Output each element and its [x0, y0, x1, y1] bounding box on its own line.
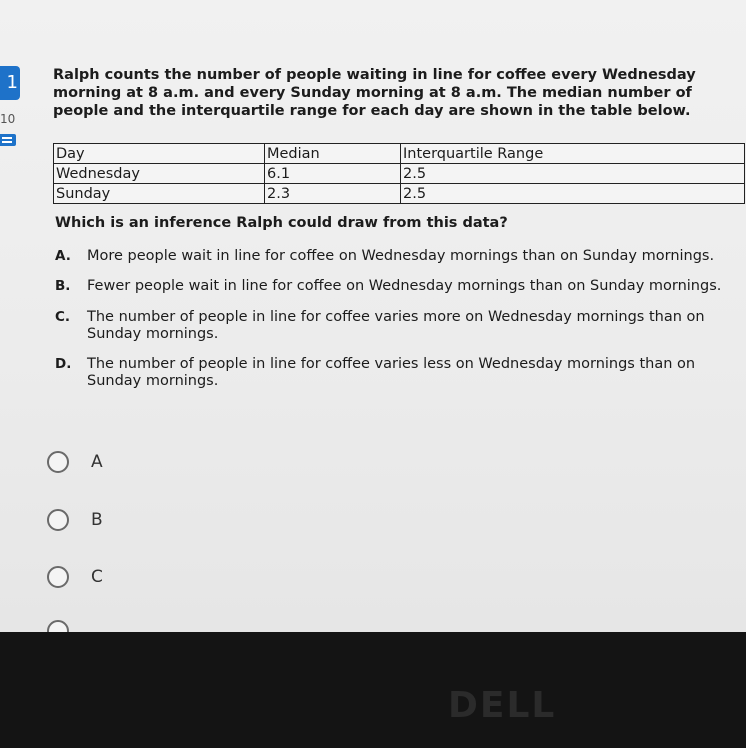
radio-button[interactable] [47, 620, 69, 632]
table-header-cell: Interquartile Range [401, 144, 745, 164]
question-points: 10 [0, 112, 16, 126]
choice-label[interactable]: B [91, 510, 103, 530]
option-letter: B. [55, 278, 71, 294]
data-table [53, 143, 745, 204]
table-header-cell: Day [54, 144, 265, 164]
table-cell: 2.5 [401, 164, 745, 184]
question-prompt: Ralph counts the number of people waiting in line for coffee every Wednesday morning at 8 a.m. and every Sunday morning at 8 a.m. The median number of people and the interquartile range for each day are shown in the table below. [53, 67, 696, 119]
radio-button[interactable] [47, 509, 69, 531]
option-d [55, 356, 725, 390]
table-header-row [54, 144, 745, 164]
question-text: Which is an inference Ralph could draw from this data? [55, 215, 508, 231]
option-letter: C. [55, 309, 71, 325]
choice-label[interactable]: A [91, 452, 103, 472]
choice-label[interactable]: C [91, 567, 103, 587]
table-cell: 6.1 [265, 164, 401, 184]
radio-button[interactable] [47, 451, 69, 473]
option-text: The number of people in line for coffee varies less on Wednesday mornings than on Sunday mornings. [87, 356, 696, 389]
dell-logo: DELL [448, 685, 557, 726]
option-a [55, 248, 725, 265]
table-header-cell: Median [265, 144, 401, 164]
table-cell: 2.3 [265, 184, 401, 204]
table-cell: 2.5 [401, 184, 745, 204]
flag-icon[interactable] [0, 134, 16, 146]
option-text: More people wait in line for coffee on Wednesday mornings than on Sunday mornings. [87, 248, 715, 264]
option-letter: D. [55, 356, 72, 372]
option-text: Fewer people wait in line for coffee on Wednesday mornings than on Sunday mornings. [87, 278, 722, 294]
option-c [55, 309, 725, 343]
laptop-bezel [0, 632, 746, 748]
table-cell: Sunday [54, 184, 265, 204]
table-row [54, 164, 745, 184]
radio-button[interactable] [47, 566, 69, 588]
option-b [55, 278, 725, 295]
table-cell: Wednesday [54, 164, 265, 184]
table-row [54, 184, 745, 204]
option-letter: A. [55, 248, 71, 264]
option-text: The number of people in line for coffee varies more on Wednesday mornings than on Sunday mornings. [87, 309, 705, 342]
question-number-badge: 1 [0, 66, 20, 100]
